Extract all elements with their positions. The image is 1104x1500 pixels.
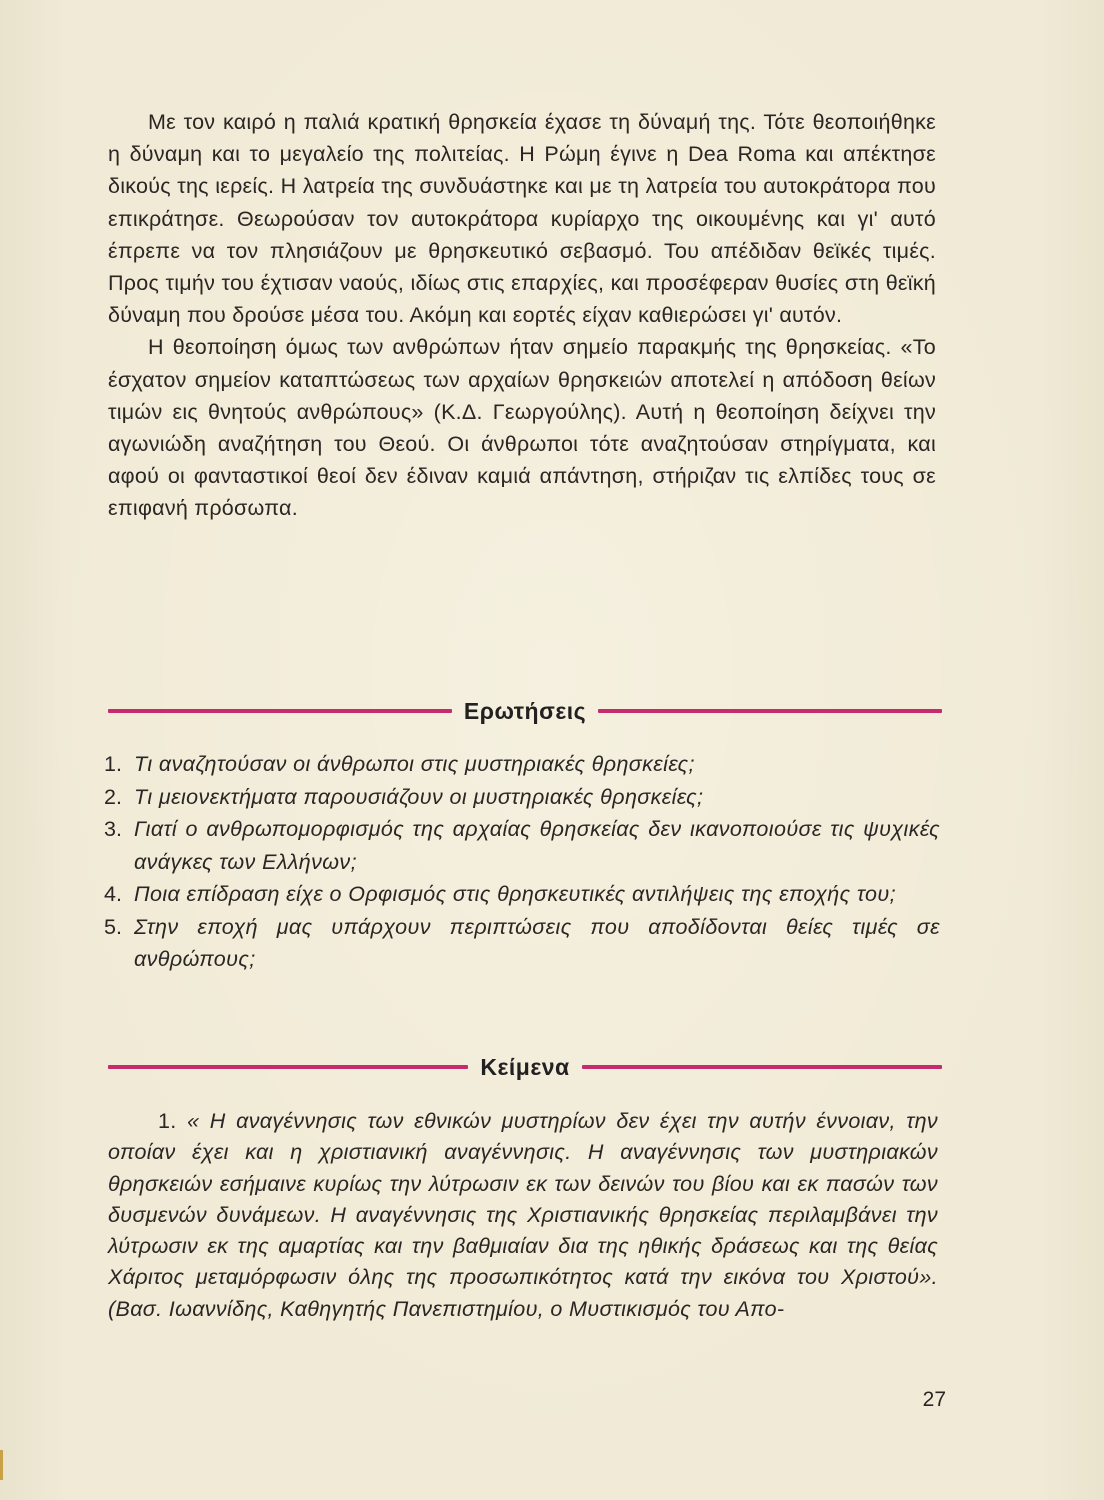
texts-body	[108, 1106, 938, 1325]
question-number: 1.	[104, 752, 122, 776]
heading-rule-right	[582, 1065, 942, 1069]
questions-title: Ερωτήσεις	[463, 697, 587, 724]
question-text: Γιατί ο ανθρωπομορφισμός της αρχαίας θρησκείας δεν ικανοποιούσε τις ψυχικές ανάγκες των Ελλήνων;	[134, 817, 940, 874]
heading-rule-left	[108, 1065, 468, 1069]
questions-list	[104, 748, 940, 976]
texts-title: Κείμενα	[480, 1053, 570, 1080]
questions-heading	[108, 696, 942, 726]
page-edge-mark	[0, 1450, 3, 1480]
question-item	[104, 813, 940, 878]
intro-paragraph-1: Με τον καιρό η παλιά κρατική θρησκεία έχασε τη δύναμή της. Τότε θεοποιήθηκε η δύναμη και το μεγαλείο της πολιτείας. Η Ρώμη έγινε η Dea Roma και απέκτησε δικούς της ιερείς. Η λατρεία της συνδυάστηκε και με τη λατρεία του αυτοκράτορα που επικράτησε. Θεωρούσαν τον αυτοκράτορα κυρίαρχο της οικουμένης και γι' αυτό έπρεπε να τον πλησιάζουν με θρησκευτικό σεβασμό. Του απέδιδαν θεϊκές τιμές. Προς τιμήν του έχτισαν ναούς, ιδίως στις επαρχίες, και προσέφεραν θυσίες στη θεϊκή δύναμη που δρούσε μέσα του. Ακόμη και εορτές είχαν καθιερώσει γι' αυτόν.	[108, 110, 936, 328]
texts-heading	[108, 1052, 942, 1082]
question-item	[104, 911, 940, 976]
question-text: Ποια επίδραση είχε ο Ορφισμός στις θρησκευτικές αντιλήψεις της εποχής του;	[134, 882, 896, 906]
question-number: 5.	[104, 914, 122, 939]
page-number: 27	[922, 1388, 946, 1411]
heading-rule-right	[598, 709, 942, 713]
intro-text	[108, 106, 936, 525]
text-quote: « Η αναγέννησις των εθνικών μυστηρίων δεν έχει την αυτήν έννοιαν, την οποίαν έχει και η χριστιανική αναγέννησις. Η αναγέννησις των μυστηριακών θρησκειών εσήμαινε κυρίως την λύτρωσιν εκ των δεινών του βίου και εκ πασών των δυσμενών δυνάμεων. Η αναγέννησις της Χριστιανικής θρησκείας περιλαμβάνει την λύτρωσιν εκ της αμαρτίας και την βαθμιαίαν δια της ηθικής δράσεως και της θείας Χάριτος μεταμόρφωσιν όλης της προσωπικότητος κατά την εικόνα του Χριστού». (Βασ. Ιωαννίδης, Καθηγητής Πανεπιστημίου, ο Μυστικισμός του Απο-	[108, 1109, 938, 1321]
question-item	[104, 748, 940, 781]
question-item	[104, 781, 940, 814]
question-item	[104, 878, 940, 911]
text-excerpt	[108, 1106, 938, 1325]
question-text: Στην εποχή μας υπάρχουν περιπτώσεις που αποδίδονται θείες τιμές σε ανθρώπους;	[134, 914, 940, 971]
intro-paragraph-2: Η θεοποίηση όμως των ανθρώπων ήταν σημείο παρακμής της θρησκείας. «Το έσχατον σημείον καταπτώσεως των αρχαίων θρησκειών αποτελεί η απόδοση θείων τιμών εις θνητούς ανθρώπους» (Κ.Δ. Γεωργούλης). Αυτή η θεοποίηση δείχνει την αγωνιώδη αναζήτηση του Θεού. Οι άνθρωποι τότε αναζητούσαν στηρίγματα, και αφού οι φανταστικοί θεοί δεν έδιναν καμιά απάντηση, στήριζαν τις ελπίδες τους σε επιφανή πρόσωπα.	[108, 335, 936, 521]
question-text: Τι μειονεκτήματα παρουσιάζουν οι μυστηριακές θρησκείες;	[134, 784, 704, 809]
question-number: 4.	[104, 882, 122, 906]
heading-rule-left	[108, 709, 452, 713]
question-text: Τι αναζητούσαν οι άνθρωποι στις μυστηριακές θρησκείες;	[134, 752, 695, 776]
question-number: 2.	[104, 784, 122, 809]
question-number: 3.	[104, 817, 122, 841]
text-number: 1.	[158, 1109, 177, 1133]
